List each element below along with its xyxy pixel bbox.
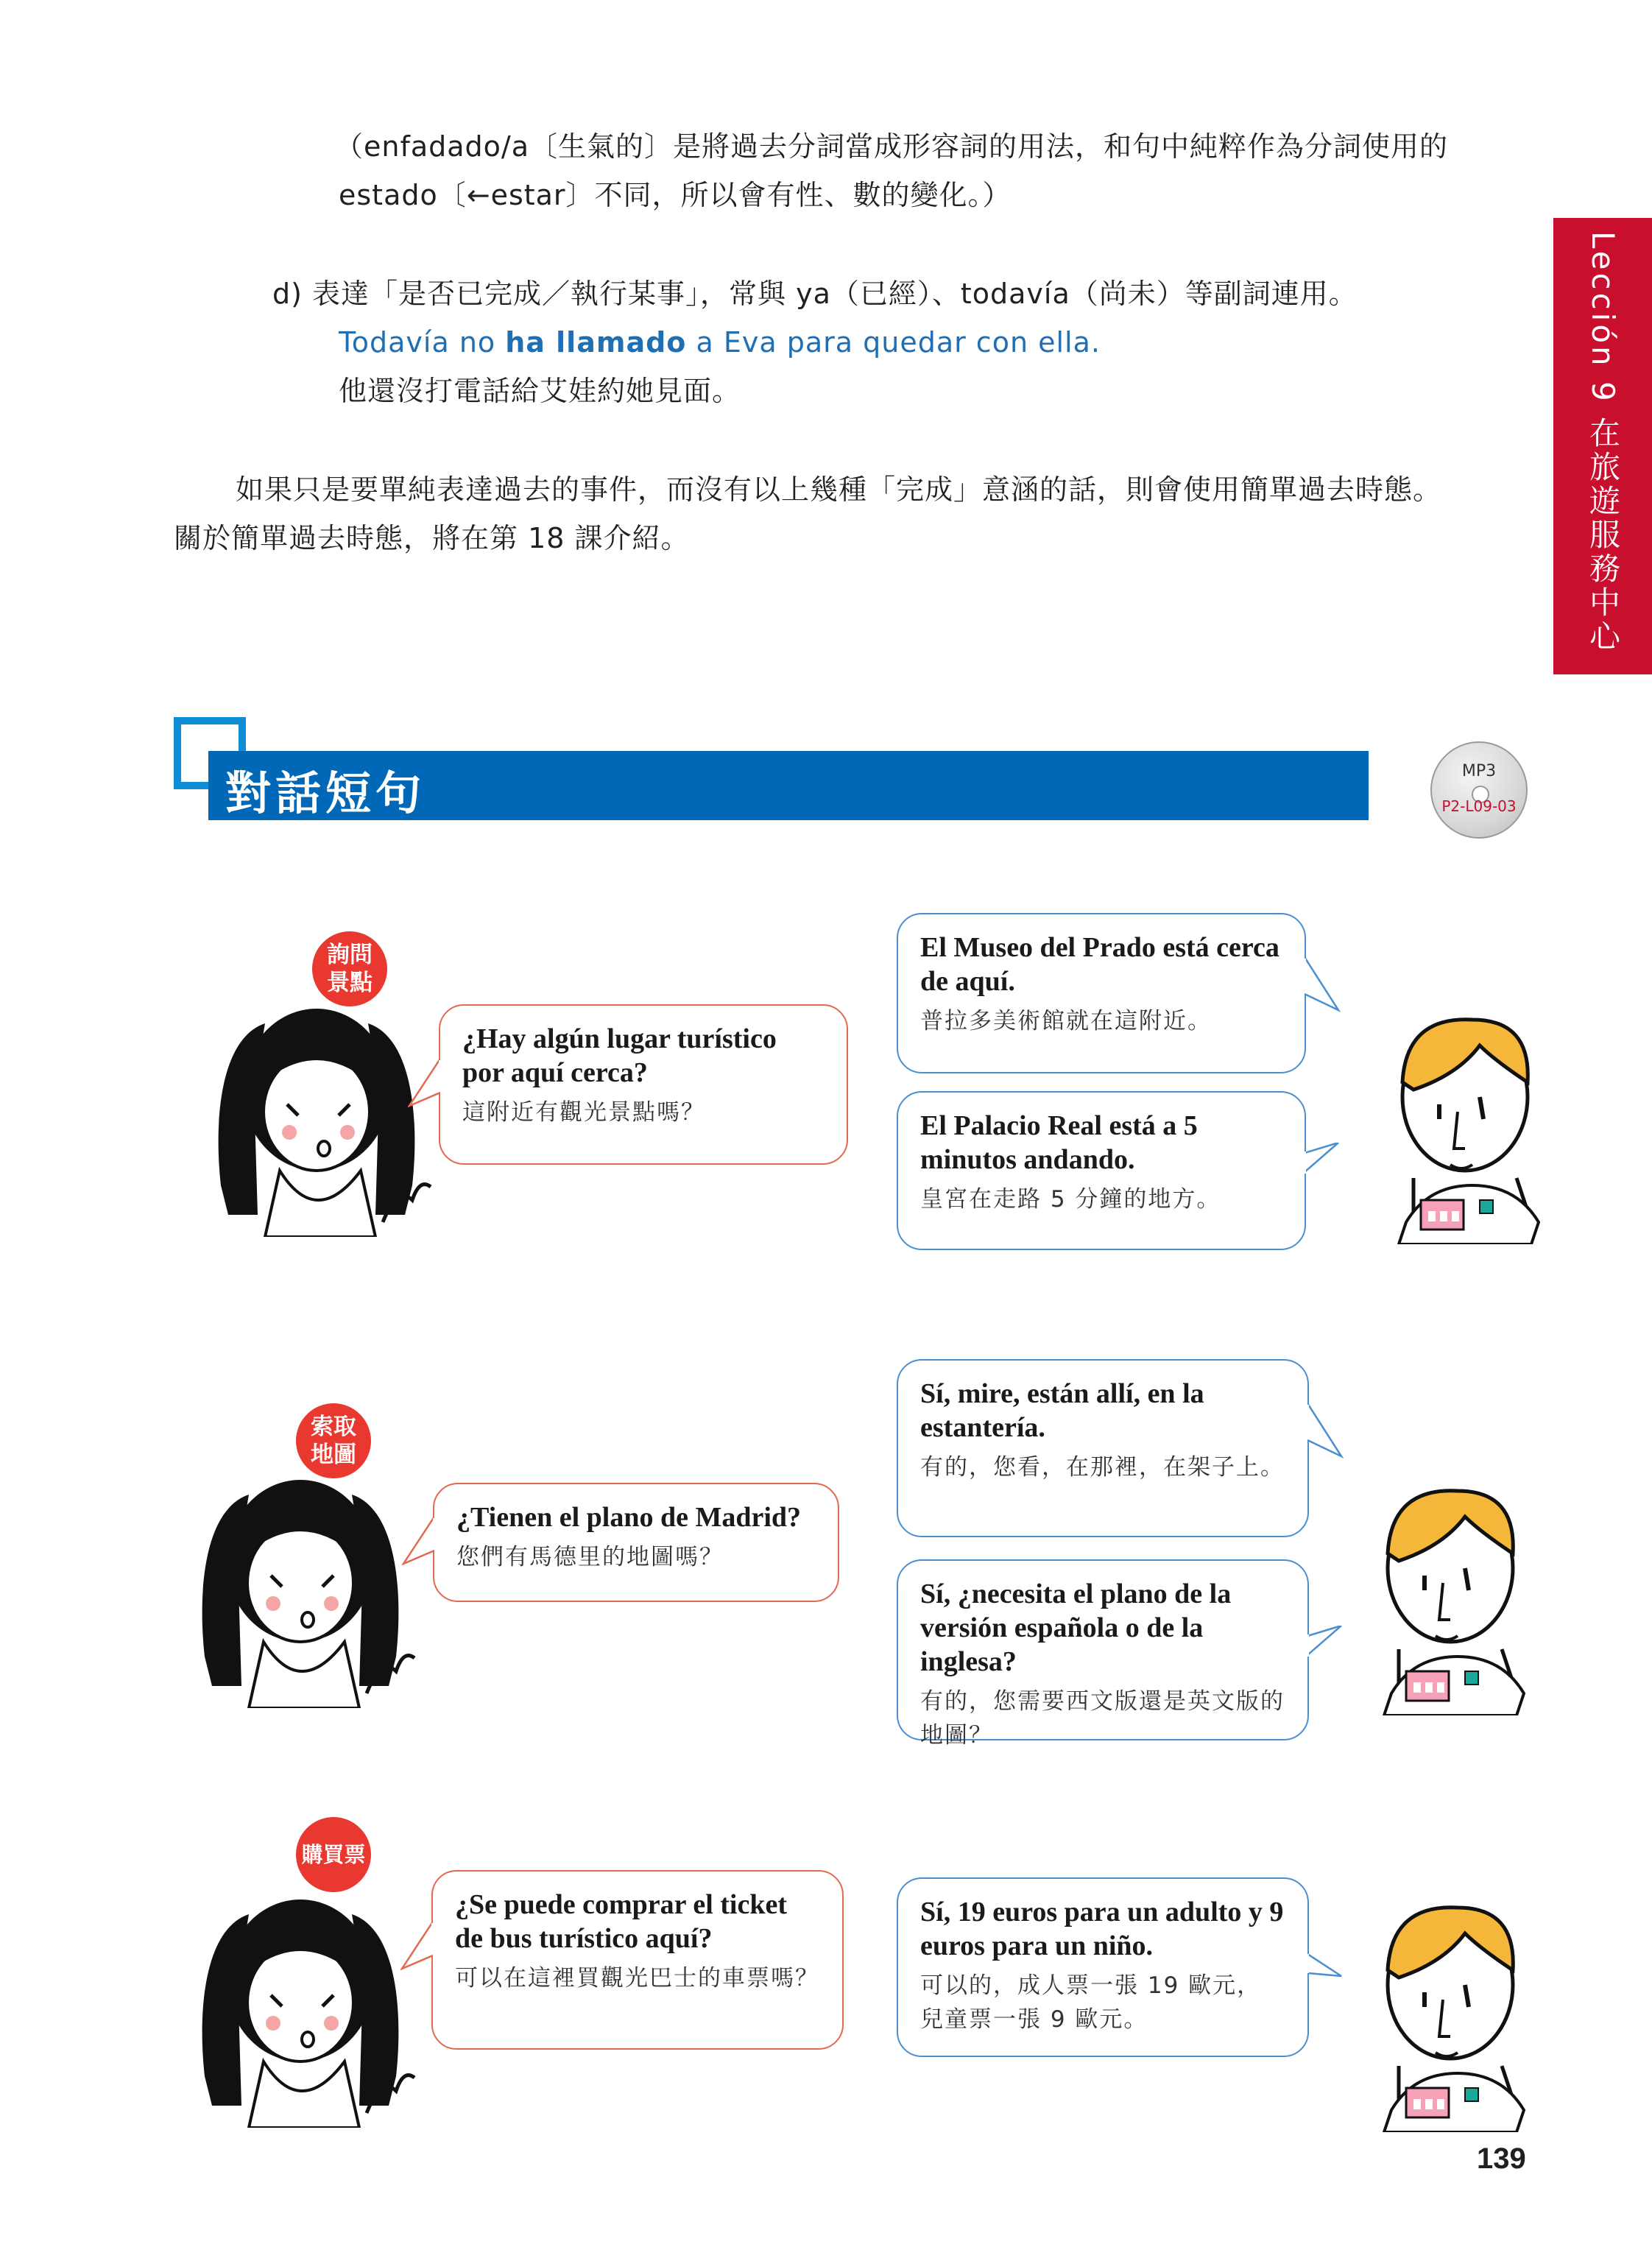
clerk-illustration (1369, 1472, 1531, 1715)
dialog-3-tag: 購買票 (296, 1817, 371, 1892)
intro-line-2: estado〔←estar〕不同，所以會有性、數的變化。） (339, 179, 1012, 211)
dialog-1-answer-2-zh: 皇宮在走路 5 分鐘的地方。 (920, 1186, 1221, 1213)
dialog-3-answer-1-es: Sí, 19 euros para un adulto y 9 euros para un niño. (920, 1897, 1284, 1961)
mp3-disc-icon[interactable] (1430, 741, 1528, 839)
example-bold: ha llamado (505, 326, 687, 359)
example-translation: 他還沒打電話給艾娃約她見面。 (339, 375, 741, 407)
bubble-tail (402, 1517, 434, 1568)
bubble-tail (1307, 1403, 1344, 1462)
dialog-1-answer-1-bubble (897, 913, 1306, 1073)
dialog-3-question-es: ¿Se puede comprar el ticket de bus turístico aquí? (455, 1889, 787, 1954)
girl-illustration (197, 1465, 418, 1708)
bubble-tail (1305, 957, 1341, 1016)
girl-illustration (197, 1885, 418, 2128)
point-d: d) 表達「是否已完成／執行某事」，常與 ya（已經）、todavía（尚未）等副詞連用。 (272, 278, 1358, 310)
dialog-1-question-zh: 這附近有觀光景點嗎？ (462, 1099, 705, 1126)
dialog-2-tag: 索取 地圖 (296, 1403, 371, 1478)
bubble-tail (1307, 1944, 1344, 1988)
example-pre: Todavía no (339, 326, 506, 359)
dialog-3-answer-1-zh: 可以的，成人票一張 19 歐元，兒童票一張 9 歐元。 (920, 1972, 1262, 2033)
dialog-2-answer-2-bubble (897, 1559, 1309, 1749)
girl-illustration (213, 994, 434, 1237)
lesson-side-tab (1553, 218, 1652, 674)
bubble-tail (408, 1059, 440, 1110)
dialog-3-answer-1-bubble (897, 1877, 1309, 2057)
clerk-illustration (1384, 1001, 1546, 1244)
dialog-1-question-bubble (439, 1004, 848, 1165)
dialog-2-question-es: ¿Tienen el plano de Madrid? (456, 1502, 802, 1533)
side-tab-label: Lección 9 在旅遊服務中心 (1585, 231, 1621, 655)
mp3-label: MP3 (1461, 762, 1497, 780)
dialog-2-answer-1-zh: 有的，您看，在那裡，在架子上。 (920, 1454, 1285, 1481)
clerk-illustration (1369, 1889, 1531, 2132)
intro-line-1: （enfadado/a〔生氣的〕是將過去分詞當成形容詞的用法，和句中純粹作為分詞使用的 (335, 130, 1448, 163)
dialog-2-answer-2-es: Sí, ¿necesita el plano de la versión española o de la inglesa? (920, 1579, 1232, 1677)
paragraph-line-1: 如果只是要單純表達過去的事件，而沒有以上幾種「完成」意涵的話，則會使用簡單過去時態。 (236, 473, 1442, 506)
bubble-tail (400, 1922, 433, 1973)
dialog-3-question-bubble (431, 1870, 844, 2050)
dialog-1-question-es: ¿Hay algún lugar turístico por aquí cerca? (462, 1023, 777, 1088)
dialog-2-question-zh: 您們有馬德里的地圖嗎？ (456, 1544, 724, 1570)
section-title: 對話短句 (225, 766, 426, 820)
dialog-2-answer-1-bubble (897, 1359, 1309, 1537)
dialog-3-question-zh: 可以在這裡買觀光巴士的車票嗎？ (455, 1965, 819, 1992)
dialog-2-question-bubble (433, 1483, 839, 1602)
dialog-1-answer-2-bubble (897, 1091, 1306, 1250)
bubble-tail (1305, 1143, 1341, 1187)
dialog-1-tag: 詢問 景點 (312, 931, 387, 1006)
dialog-1-answer-2-es: El Palacio Real está a 5 minutos andando. (920, 1110, 1198, 1175)
bubble-tail (1307, 1626, 1344, 1670)
example-sentence (339, 318, 1101, 367)
dialog-2-answer-1-es: Sí, mire, están allí, en la estantería. (920, 1378, 1204, 1443)
dialog-1-answer-1-es: El Museo del Prado está cerca de aquí. (920, 932, 1279, 997)
dialog-1-answer-1-zh: 普拉多美術館就在這附近。 (920, 1008, 1212, 1034)
example-post: a Eva para quedar con ella. (686, 326, 1101, 359)
dialog-2-answer-2-zh: 有的，您需要西文版還是英文版的地圖？ (920, 1688, 1285, 1749)
mp3-code: P2-L09-03 (1441, 797, 1517, 815)
page-number: 139 (1477, 2142, 1526, 2175)
paragraph-line-2: 關於簡單過去時態，將在第 18 課介紹。 (174, 522, 690, 554)
